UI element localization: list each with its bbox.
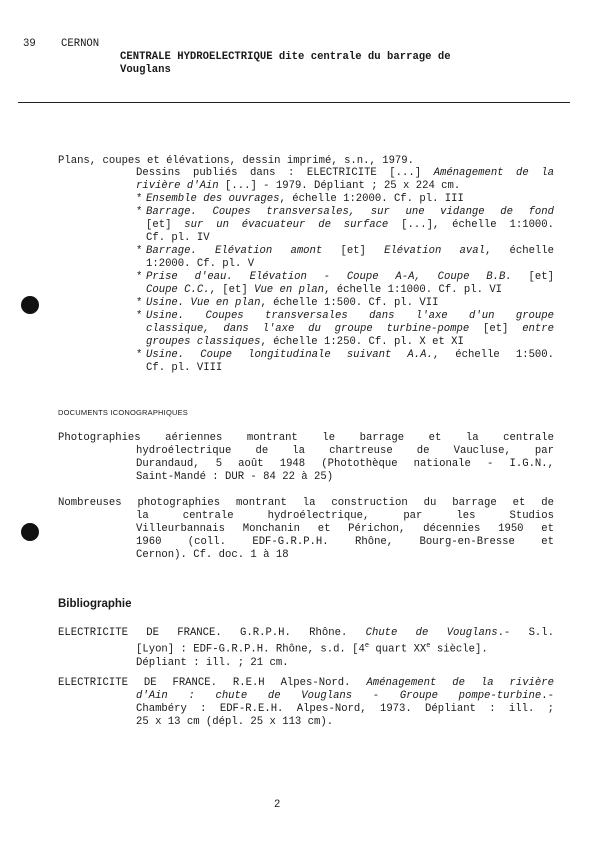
b2-sep: .- — [541, 690, 554, 702]
plan-item-text: , [et] — [209, 284, 255, 296]
plan-item-line — [146, 258, 554, 271]
bullet-star: * — [136, 349, 143, 361]
plan-item-title: Ensemble des ouvrages — [146, 193, 280, 205]
punch-hole-top — [21, 296, 39, 314]
docs-entry-construction — [58, 497, 554, 562]
plan-item-title: Coupe C.C. — [146, 284, 210, 296]
pub-text-1: Dessins publiés dans : ELECTRICITE [...] — [136, 167, 434, 179]
plan-item-text: , échelle 1:2000. Cf. pl. III — [279, 193, 464, 205]
doc-line: la centrale hydroélectrique, par les Studios — [136, 510, 554, 522]
doc-line: 1960 (coll. EDF-G.R.P.H. Rhône, Bourg-en-Bresse et — [136, 536, 554, 548]
doc-line: Photographies aériennes montrant le barrage et la centrale — [58, 432, 554, 444]
plan-item-text: [et] — [322, 245, 385, 257]
biblio-heading: Bibliographie — [58, 598, 132, 610]
location-header: CERNON — [61, 38, 100, 50]
plan-item-title: Usine. Coupe longitudinale suivant A.A. — [146, 349, 433, 361]
plan-item-line — [146, 271, 554, 284]
plan-item-title: groupes classiques — [146, 336, 261, 348]
page-number-header: 39 — [23, 38, 36, 50]
plan-item-text: , échelle — [484, 245, 554, 257]
doc-line: Saint-Mandé : DUR - 84 22 à 25) — [136, 471, 334, 483]
title-rest-part: dite centrale du barrage de — [272, 51, 451, 63]
plan-item — [136, 193, 554, 206]
b2-publisher: Chambéry : EDF-R.E.H. Alpes-Nord, 1973. Dépliant : ill. ; — [136, 703, 554, 715]
plan-item-line — [146, 349, 554, 362]
bullet-star: * — [136, 245, 143, 257]
header-rule — [18, 102, 570, 103]
doc-line: Nombreuses photographies montrant la construction du barrage et de — [58, 497, 554, 509]
plan-item — [136, 271, 554, 297]
plan-item — [136, 349, 554, 375]
plan-item-text: , échelle 1:500. — [432, 349, 555, 361]
b2-dims: 25 x 13 cm (dépl. 25 x 113 cm). — [136, 716, 334, 728]
plan-item — [136, 297, 554, 310]
docs-entry-aerial — [58, 432, 554, 484]
b2-title-b: d'Ain : chute de Vouglans - Groupe pompe-turbine — [136, 690, 542, 702]
page-number-footer: 2 — [274, 799, 281, 811]
b1-pub-b: quart XX — [369, 643, 427, 656]
b1-pub-a: [Lyon] : EDF-G.R.P.H. Rhône, s.d. [4 — [136, 643, 365, 656]
plan-item-line — [146, 206, 554, 219]
plan-item-title: classique, dans l'axe du groupe turbine-pompe — [146, 323, 470, 335]
b1-desc: Dépliant : ill. ; 21 cm. — [136, 656, 289, 669]
plan-item-text: Cf. pl. IV — [146, 232, 210, 244]
bullet-star: * — [136, 206, 143, 218]
plans-intro: Plans, coupes et élévations, dessin imprimé, s.n., 1979. — [58, 155, 415, 167]
plan-item-line — [146, 362, 554, 375]
b1-sup-2: e — [426, 642, 431, 650]
plan-item-title: Barrage. Coupes transversales, sur une vidange de fond — [146, 206, 554, 218]
plan-item-line — [146, 284, 554, 297]
title-line-2: Vouglans — [120, 64, 171, 76]
plan-items-list — [136, 193, 554, 375]
plan-item-title: Prise d'eau. Elévation - Coupe A-A, Coupe B.B. — [146, 271, 512, 283]
plan-item-line — [146, 310, 554, 323]
plan-item-title: Vue en plan — [254, 284, 325, 296]
plan-item-line — [146, 245, 554, 258]
plan-item — [136, 245, 554, 271]
plan-item-title: Usine. Vue en plan — [146, 297, 261, 309]
plan-item-text: 1:2000. Cf. pl. V — [146, 258, 255, 270]
doc-line: Villeurbannais Monchanin et Périchon, décennies 1950 et — [136, 523, 554, 535]
plan-item-line — [146, 232, 554, 245]
pub-title-1: Aménagement de la — [433, 167, 554, 179]
pub-text-2: [...] - 1979. Dépliant ; 25 x 224 cm. — [218, 180, 461, 192]
plan-item-line — [146, 336, 554, 349]
plan-item-text: , échelle 1:1000. Cf. pl. VI — [324, 284, 503, 296]
plan-item-text: [et] — [511, 271, 554, 283]
plan-item — [136, 206, 554, 245]
plan-item-line — [146, 297, 554, 310]
b1-pub-c: siècle]. — [430, 643, 488, 656]
b2-author: ELECTRICITE DE FRANCE. R.E.H Alpes-Nord. — [58, 677, 367, 689]
doc-line: Cernon). Cf. doc. 1 à 18 — [136, 549, 289, 561]
plan-item-title: Barrage. Elévation amont — [146, 245, 323, 257]
plan-item-text: [et] — [146, 219, 185, 231]
plan-item-line — [146, 193, 554, 206]
b1-author: ELECTRICITE DE FRANCE. G.R.P.H. Rhône. — [58, 627, 366, 639]
plans-publication — [136, 167, 554, 193]
plan-item-title: Usine. Coupes transversales dans l'axe d'un groupe — [146, 310, 554, 322]
document-title — [120, 51, 520, 77]
bullet-star: * — [136, 193, 143, 205]
punch-hole-bottom — [21, 523, 39, 541]
plan-item-title: sur un évacuateur de surface — [184, 219, 389, 231]
bullet-star: * — [136, 297, 143, 309]
plan-item-line — [146, 219, 554, 232]
bullet-star: * — [136, 310, 143, 322]
plan-item-title: entre — [522, 323, 554, 335]
docs-heading: DOCUMENTS ICONOGRAPHIQUES — [58, 408, 189, 417]
b2-title-a: Aménagement de la rivière — [366, 677, 554, 689]
plan-item-text: , échelle 1:500. Cf. pl. VII — [260, 297, 439, 309]
pub-title-2: rivière d'Ain — [136, 180, 219, 192]
biblio-entry-1 — [58, 627, 554, 670]
plan-item-text: [et] — [469, 323, 523, 335]
biblio-entry-2 — [58, 677, 554, 729]
doc-line: Durandaud, 5 août 1948 (Photothèque nationale - I.G.N., — [136, 458, 554, 470]
title-bold-part: CENTRALE HYDROELECTRIQUE — [120, 51, 273, 63]
b1-sup-1: e — [364, 642, 370, 650]
b1-place: .- S.l. — [497, 627, 554, 639]
bullet-star: * — [136, 271, 143, 283]
plan-item-text: Cf. pl. VIII — [146, 362, 223, 374]
plan-item-title: Elévation aval — [384, 245, 485, 257]
plan-item — [136, 310, 554, 349]
plan-item-line — [146, 323, 554, 336]
plan-item-text: [...], échelle 1:1000. — [388, 219, 555, 231]
plan-item-text: , échelle 1:250. Cf. pl. X et XI — [260, 336, 464, 348]
b1-title: Chute de Vouglans — [365, 627, 498, 639]
doc-line: hydroélectrique de la chartreuse de Vaucluse, par — [136, 445, 554, 457]
